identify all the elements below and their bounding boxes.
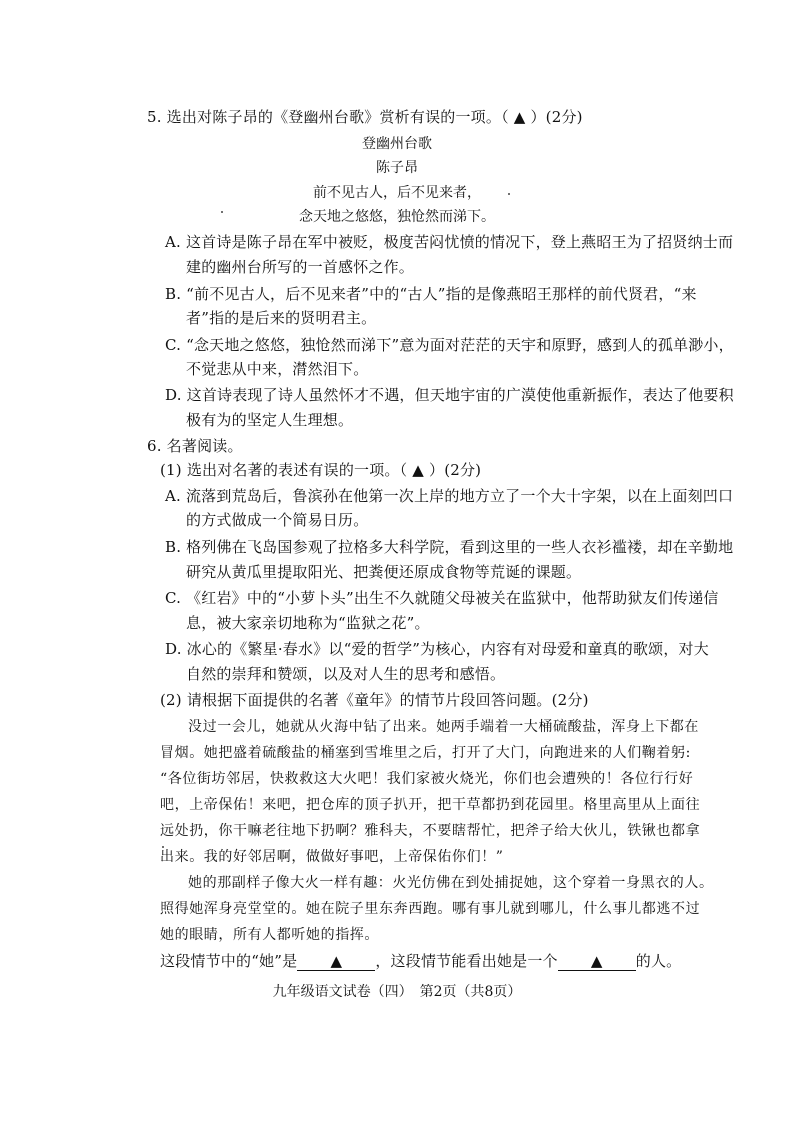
scan-speck bbox=[508, 193, 510, 195]
poem-title: 登幽州台歌 bbox=[362, 136, 432, 152]
passage-line-6: 出来。我的好邻居啊，做做好事吧，上帝保佑你们！” bbox=[160, 849, 504, 865]
poem-line-1: 前不见古人，后不见来者， bbox=[313, 185, 481, 201]
q6-option-a-cont: 的方式做成一个简易日历。 bbox=[186, 511, 369, 529]
passage-line-1: 没过一会儿，她就从火海中钻了出来。她两手端着一大桶硫酸盐，浑身上下都在 bbox=[188, 719, 699, 735]
q6-option-c: C. 《红岩》中的“小萝卜头”出生不久就随父母被关在监狱中，他帮助狱友们传递信 bbox=[165, 589, 719, 607]
answer-blank-2[interactable]: ▲ bbox=[558, 952, 636, 971]
passage-line-3: “各位街坊邻居，快救救这大火吧！我们家被火烧光，你们也会遭殃的！各位行行好 bbox=[160, 771, 694, 787]
poem-line-2: 念天地之悠悠，独怆然而涕下。 bbox=[299, 209, 495, 225]
question-part-2: ，这段情节能看出她是一个 bbox=[375, 952, 558, 970]
q5-option-a-cont: 建的幽州台所写的一首感怀之作。 bbox=[186, 258, 415, 276]
q5-option-a: A. 这首诗是陈子昂在军中被贬，极度苦闷忧愤的情况下，登上燕昭王为了招贤纳士而 bbox=[165, 233, 734, 251]
q6-sub1-stem: (1) 选出对名著的表述有误的一项。（ ▲ ）(2分) bbox=[160, 461, 482, 479]
q6-stem: 6. 名著阅读。 bbox=[147, 437, 243, 455]
q5-option-d-cont: 极有为的坚定人生理想。 bbox=[186, 411, 354, 429]
q5-stem: 5. 选出对陈子昂的《登幽州台歌》赏析有误的一项。（ ▲ ）(2分) bbox=[147, 108, 583, 126]
q5-option-b: B. “前不见古人，后不见来者”中的“古人”指的是像燕昭王那样的前代贤君，“来 bbox=[165, 285, 697, 303]
q6-option-b: B. 格列佛在飞岛国参观了拉格多大科学院，看到这里的一些人衣衫褴褛，却在辛勤地 bbox=[165, 538, 734, 556]
scan-speck bbox=[221, 211, 223, 213]
q5-option-c: C. “念天地之悠悠，独怆然而涕下”意为面对茫茫的天宇和原野，感到人的孤单渺小， bbox=[165, 336, 734, 354]
q6-option-d: D. 冰心的《繁星·春水》以“爱的哲学”为核心，内容有对母爱和童真的歌颂，对大 bbox=[165, 640, 709, 658]
question-part-1: 这段情节中的“她”是 bbox=[160, 952, 298, 970]
q6-option-d-cont: 自然的崇拜和赞颂，以及对人生的思考和感悟。 bbox=[186, 665, 506, 683]
q6-option-b-cont: 研究从黄瓜里提取阳光、把粪便还原成食物等荒诞的课题。 bbox=[186, 563, 582, 581]
answer-blank-1[interactable]: ▲ bbox=[297, 952, 375, 971]
question-part-3: 的人。 bbox=[635, 952, 682, 970]
q5-option-d: D. 这首诗表现了诗人虽然怀才不遇，但天地宇宙的广漠使他重新振作，表达了他要积 bbox=[165, 386, 734, 404]
passage-line-2: 冒烟。她把盛着硫酸盐的桶塞到雪堆里之后，打开了大门，向跑进来的人们鞠着躬: bbox=[160, 745, 691, 761]
q6-option-c-cont: 息，被大家亲切地称为“监狱之花”。 bbox=[186, 614, 430, 632]
q6-sub2-stem: (2) 请根据下面提供的名著《童年》的情节片段回答问题。(2分) bbox=[160, 691, 589, 709]
q6-sub2-question bbox=[160, 950, 681, 971]
passage-line-4: 吧，上帝保佑！来吧，把仓库的顶子扒开，把干草都扔到花园里。格里高里从上面往 bbox=[160, 797, 701, 813]
passage-line-8: 照得她浑身亮堂堂的。她在院子里东奔西跑。哪有事儿就到哪儿，什么事儿都逃不过 bbox=[160, 901, 701, 917]
poem-author: 陈子昂 bbox=[376, 160, 418, 176]
q5-option-c-cont: 不觉悲从中来，潸然泪下。 bbox=[186, 360, 369, 378]
q6-option-a: A. 流落到荒岛后，鲁滨孙在他第一次上岸的地方立了一个大十字架，以在上面刻凹口 bbox=[165, 487, 734, 505]
page-footer: 九年级语文试卷（四） 第2页（共8页） bbox=[272, 984, 522, 1000]
passage-line-5: 远处扔，你干嘛老往地下扔啊？雅科夫，不要瞎帮忙，把斧子给大伙儿，铁锹也都拿 bbox=[160, 823, 701, 839]
passage-line-9: 她的眼睛，所有人都听她的指挥。 bbox=[160, 927, 379, 943]
passage-line-7: 她的那副样子像大火一样有趣：火光仿佛在到处捕捉她，这个穿着一身黑衣的人。 bbox=[188, 875, 714, 891]
q5-option-b-cont: 者”指的是后来的贤明君主。 bbox=[186, 309, 377, 327]
scan-speck bbox=[162, 846, 164, 848]
